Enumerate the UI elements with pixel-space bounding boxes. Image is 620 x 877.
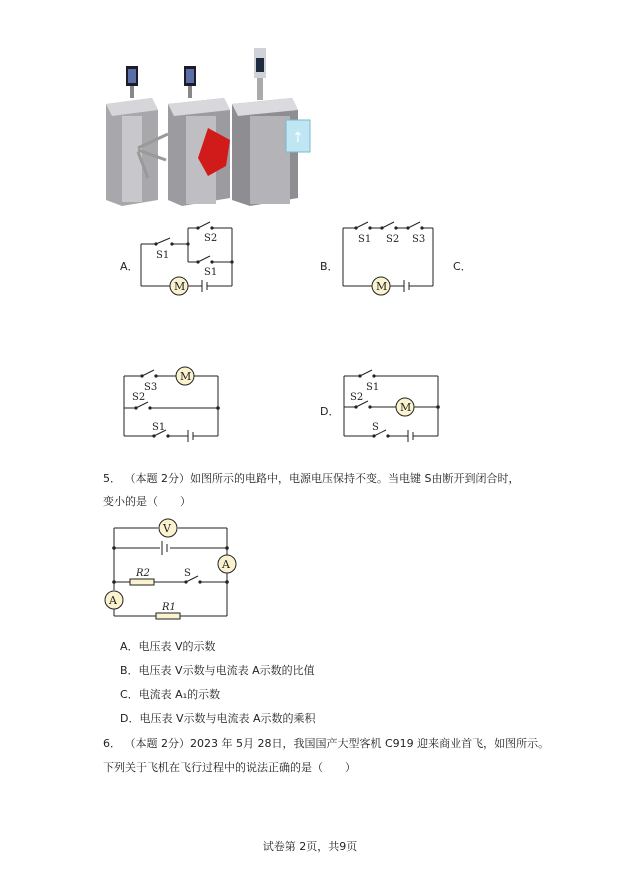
question-5-stem-line2: 变小的是（ ） xyxy=(103,495,191,508)
svg-text:M: M xyxy=(180,370,192,383)
circuit-option-a xyxy=(136,220,246,302)
svg-text:S3: S3 xyxy=(144,382,158,393)
circuit-option-d xyxy=(338,364,448,444)
option-a-label: A． xyxy=(120,260,139,273)
resistor-r2 xyxy=(130,579,154,585)
option-b-label: B． xyxy=(320,260,339,273)
page-footer: 试卷第 2页，共9页 xyxy=(262,840,358,853)
svg-text:S: S xyxy=(184,568,191,579)
option-d-label: D． xyxy=(320,405,340,418)
svg-text:A: A xyxy=(109,594,117,607)
answer-option-d[interactable]: D．电压表 V示数与电流表 A示数的乘积 xyxy=(120,712,316,725)
svg-text:S2: S2 xyxy=(350,392,364,403)
svg-text:A: A xyxy=(222,558,230,571)
svg-text:S1: S1 xyxy=(204,267,218,278)
svg-text:S1: S1 xyxy=(156,250,170,261)
question-text: 如图所示的电路中，电源电压保持不变。当电键 S由断开到闭合时， xyxy=(190,472,520,485)
circuit-question-5 xyxy=(100,514,240,624)
question-number: 6． xyxy=(103,737,121,750)
resistor-r1 xyxy=(156,613,180,619)
svg-text:S2: S2 xyxy=(204,233,218,244)
svg-text:R2: R2 xyxy=(136,568,150,579)
svg-text:M: M xyxy=(400,401,412,414)
svg-text:M: M xyxy=(174,280,186,293)
question-number: 5． xyxy=(103,472,121,485)
answer-option-c[interactable]: C．电流表 A₁的示数 xyxy=(120,688,221,701)
question-score: （本题 2分） xyxy=(124,472,190,485)
circuit-option-b xyxy=(338,214,438,300)
svg-text:S1: S1 xyxy=(358,234,372,245)
turnstile-gates-figure xyxy=(100,48,312,208)
up-arrow-icon: ↑ xyxy=(292,130,304,146)
question-6-stem-line2: 下列关于飞机在飞行过程中的说法正确的是（ ） xyxy=(103,761,356,774)
svg-text:S2: S2 xyxy=(132,392,146,403)
svg-text:V: V xyxy=(163,522,171,535)
question-6-stem xyxy=(103,737,549,751)
svg-text:M: M xyxy=(376,280,388,293)
svg-text:S: S xyxy=(372,422,379,433)
answer-option-b[interactable]: B．电压表 V示数与电流表 A示数的比值 xyxy=(120,664,315,677)
svg-text:R1: R1 xyxy=(162,602,176,613)
answer-option-a[interactable]: A．电压表 V的示数 xyxy=(120,640,216,653)
question-5-stem xyxy=(103,472,519,486)
svg-text:S1: S1 xyxy=(366,382,380,393)
option-c-label: C． xyxy=(453,260,472,273)
svg-text:S3: S3 xyxy=(412,234,426,245)
question-text: 2023 年 5月 28日，我国国产大型客机 C919 迎来商业首飞，如图所示。 xyxy=(190,737,550,750)
question-score: （本题 2分） xyxy=(124,737,190,750)
svg-text:S1: S1 xyxy=(152,422,166,433)
circuit-option-c xyxy=(118,364,228,444)
svg-text:S2: S2 xyxy=(386,234,400,245)
